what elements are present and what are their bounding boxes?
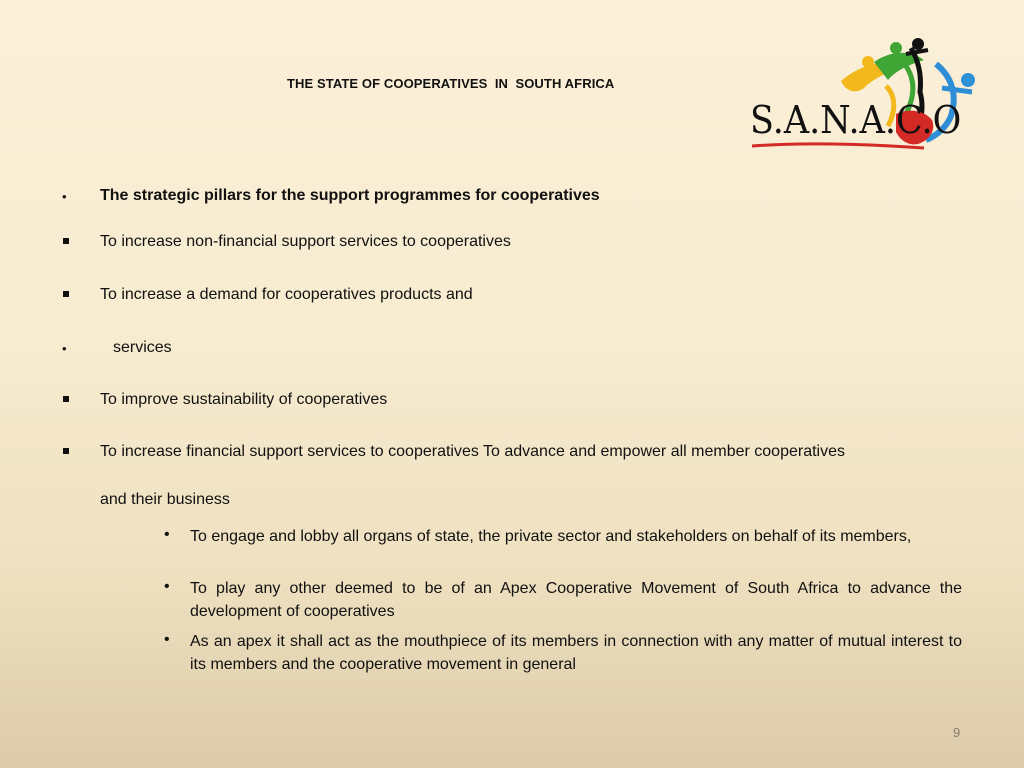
sub-list-item: To play any other deemed to be of an Apex Cooperative Movement of South Africa to advance the development of cooperatives [190,580,962,620]
sub-list-item: As an apex it shall act as the mouthpiece of its members in connection with any matter of mutual interest to its members and the cooperative movement in general [190,633,962,673]
bullet-icon: • [164,578,170,595]
sanaco-logo [746,36,986,156]
section-heading: The strategic pillars for the support programmes for cooperatives [100,187,600,204]
bullet-icon: • [164,526,170,543]
list-item: services [113,339,172,356]
list-item: To increase financial support services to cooperatives To advance and empower all member cooperatives [100,443,845,460]
square-bullet-icon [63,291,69,297]
square-bullet-icon [63,238,69,244]
square-bullet-icon [63,396,69,402]
square-bullet-icon [63,448,69,454]
sub-list-item: To engage and lobby all organs of state, the private sector and stakeholders on behalf of its members, [190,528,912,545]
list-item: To improve sustainability of cooperatives [100,391,388,408]
list-item: To increase a demand for cooperatives products and [100,286,473,303]
list-item-continuation: and their business [100,491,230,508]
bullet-icon: • [62,341,67,356]
page-number: 9 [953,725,961,740]
list-item: To increase non-financial support services to cooperatives [100,233,511,250]
bullet-icon: • [164,631,170,648]
logo-text: S.A.N.A.C.O [750,98,962,142]
bullet-icon: • [62,189,67,204]
slide-title: THE STATE OF COOPERATIVES IN SOUTH AFRICA [287,76,615,91]
